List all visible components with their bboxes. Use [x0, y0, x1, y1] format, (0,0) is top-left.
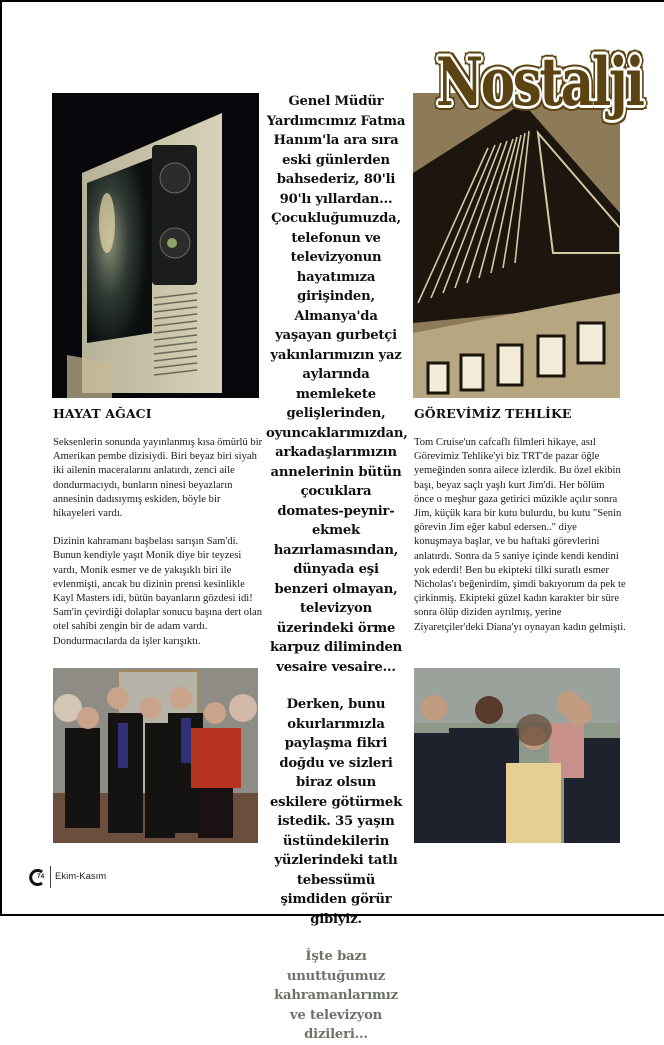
intro-paragraph: Genel Müdür Yardımcımız Fatma Hanım'la ara sıra eski günlerden bahsederiz, 80'li 90'lı yıllardan... Çocukluğumuzda, telefonun ve televizyonun hayatımıza girişinden, Almanya'da yaşayan gurbetçi yakınlarımızın yaz aylarında memlekete gelişlerinden, oyuncaklarımızdan, arkadaşlarımızın annelerinin bütün çocuklara domates-peynir-ekmek hazırlamasından, dünyada eşi benzeri olmayan, televizyon üzerindeki örme karpuz diliminden vesaire vesaire... [266, 94, 408, 675]
article-paragraph: Dizinin kahramanı başbelası sarışın Sam'di. Bunun kendiyle yaşıt Monik diye bir teyzesi vardı, Monik esmer ve de yakışıklı biri ile evlenmişti, ancak bu dizinin prensi kesinlikle Kayl Masters idi, bütün bayanların gözdesi idi! Sam'in çevirdiği dolaplar sonucu başına dert olan otel sahibi zengin bir de adam vardı. Dondurmacılarda da işler karışıktı. [53, 536, 263, 647]
vintage-tv-photo [52, 93, 259, 398]
article-body [414, 436, 626, 635]
footer-divider [50, 866, 51, 888]
tv-channel-buttons-photo [413, 93, 620, 398]
article-body [53, 436, 265, 649]
article-title: HAYAT AĞACI [53, 406, 152, 421]
gorevimiz-tehlike-cast-photo [414, 668, 620, 843]
intro-text [266, 92, 406, 1045]
article-paragraph: Tom Cruise'un cafcaflı filmleri hikaye, asıl Görevimiz Tehlike'yi biz TRT'de pazar öğle yemeğinden sonra ailece izlerdik. Bu özel ekibin başı, beyaz saçlı yaşlı kurt Jim'di. Her bölüm önce o meşhur gaza getirici müzikle açılır sonra Jim, küçük kara bir kutu bulurdu, bu kutu "Senin görevin Jim eğer kabul edersen.." diye konuşmaya başlar, ve bu haftaki görevlerini anlatırdı. Sonra da 5 saniye içinde kendi kendini yok ederdi! Ben bu ekipteki tilki suratlı esmer Nicholas'ı beğenirdim, şimdi bakıyorum da pek te çirkinmiş. Ekipteki güzel kadın karakter bir süre sonra ölüp diziden ayrılmış, yerine Ziyaretçiler'deki Diana'yı oynayan kadın gelmişti. [414, 437, 626, 633]
hayat-agaci-cast-photo [53, 668, 258, 843]
section-title: Nostalji [436, 43, 643, 121]
intro-paragraph: Derken, bunu okurlarımızla paylaşma fikri doğdu ve sizleri biraz olsun eskilere götürmek istedik. 35 yaşın üstündekilerin yüzlerindeki tatlı tebessümü şimdiden görür gibiyiz. [269, 697, 403, 927]
intro-closing: İşte bazı unuttuğumuz kahramanlarımız ve televizyon dizileri... [274, 949, 398, 1042]
article-title: GÖREVİMİZ TEHLİKE [414, 406, 572, 421]
article-paragraph: Seksenlerin sonunda yayınlanmış kısa ömürlü bir Amerikan pembe dizisiydi. Biri beyaz biri siyah iki ailenin maceralarını anlatırdı, zenci aile dondurmacıydı, bunların ninesi beyazların annesinin dadısıymış eskiden, böyle bir hikayeleri vardı. [53, 437, 263, 520]
page-number: 74 [37, 873, 45, 880]
issue-label: Ekim-Kasım [55, 871, 107, 882]
